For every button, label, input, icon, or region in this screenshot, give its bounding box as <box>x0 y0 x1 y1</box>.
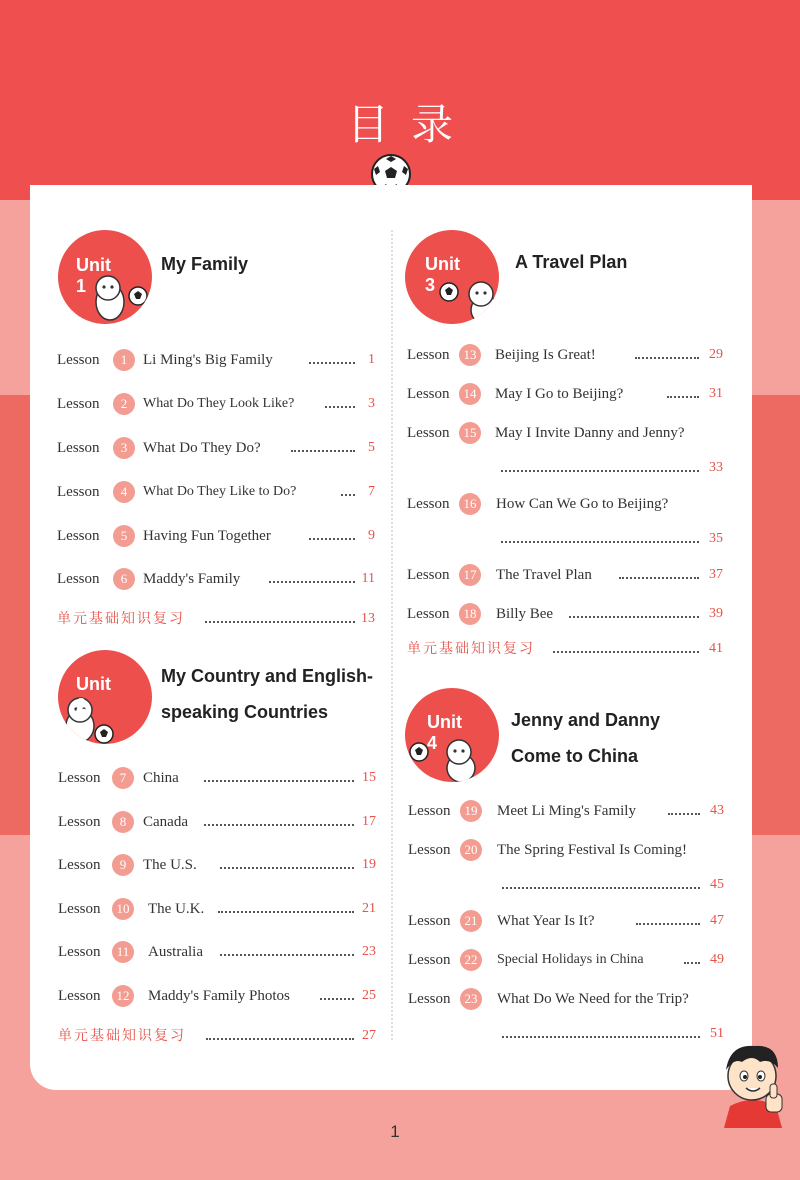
lesson-title: The U.K. <box>148 901 205 917</box>
review-row[interactable] <box>407 637 727 661</box>
leader-dots <box>204 780 354 782</box>
lesson-number-badge: 15 <box>459 422 481 444</box>
unit-1-title: My Family <box>161 254 249 274</box>
lesson-number-badge: 17 <box>459 564 481 586</box>
lesson-number-badge: 18 <box>459 603 481 625</box>
leader-dots <box>269 581 355 583</box>
unit-3-label: Unit 3 <box>425 254 460 295</box>
lesson-title: Li Ming's Big Family <box>143 352 273 368</box>
unit-3-title: A Travel Plan <box>515 252 628 272</box>
lesson-page: 17 <box>362 814 376 829</box>
lesson-title: Maddy's Family <box>143 571 241 587</box>
review-row[interactable] <box>57 607 377 631</box>
lesson-number-badge: 13 <box>459 344 481 366</box>
leader-dots <box>502 887 700 889</box>
lesson-row[interactable]: Lesson 9 The U.S. 19 <box>58 853 378 877</box>
lesson-title: What Do They Do? <box>143 440 261 456</box>
lesson-page: 37 <box>709 567 723 582</box>
lesson-number-badge: 7 <box>112 767 134 789</box>
lesson-row[interactable]: Lesson 23 What Do We Need for the Trip? <box>408 987 728 1011</box>
review-page: 27 <box>362 1028 376 1043</box>
lesson-page: 49 <box>710 952 724 967</box>
lesson-page: 29 <box>709 347 723 362</box>
lesson-page: 47 <box>710 913 724 928</box>
lesson-page: 33 <box>709 460 723 475</box>
lesson-row[interactable]: Lesson 6 Maddy's Family 11 <box>57 567 377 591</box>
lesson-page: 5 <box>368 440 375 455</box>
leader-dots <box>553 651 699 653</box>
leader-dots <box>206 1038 354 1040</box>
leader-dots <box>204 824 354 826</box>
lesson-number-badge: 19 <box>460 800 482 822</box>
lesson-page: 25 <box>362 988 376 1003</box>
lesson-title: May I Invite Danny and Jenny? <box>495 425 685 441</box>
unit-1-label: Unit 1 <box>76 255 111 296</box>
lesson-title: The Travel Plan <box>496 567 592 583</box>
lesson-row[interactable]: Lesson 22 Special Holidays in China 49 <box>408 948 728 972</box>
lesson-number-badge: 3 <box>113 437 135 459</box>
lesson-row[interactable]: Lesson 13 Beijing Is Great! 29 <box>407 343 727 367</box>
lesson-row[interactable]: Lesson 3 What Do They Do? 5 <box>57 436 377 460</box>
lesson-row[interactable]: Lesson 20 The Spring Festival Is Coming! <box>408 838 728 862</box>
lesson-title: How Can We Go to Beijing? <box>496 496 669 512</box>
leader-dots <box>220 954 354 956</box>
lesson-page: 7 <box>368 484 375 499</box>
lesson-title: What Do We Need for the Trip? <box>497 991 689 1007</box>
left-stripe <box>0 395 30 835</box>
lesson-page: 39 <box>709 606 723 621</box>
lesson-number-badge: 1 <box>113 349 135 371</box>
lesson-row[interactable]: Lesson 17 The Travel Plan 37 <box>407 563 727 587</box>
lesson-row[interactable]: Lesson 14 May I Go to Beijing? 31 <box>407 382 727 406</box>
lesson-row[interactable]: Lesson 18 Billy Bee 39 <box>407 602 727 626</box>
lesson-row[interactable]: Lesson 5 Having Fun Together 9 <box>57 524 377 548</box>
lesson-number-badge: 4 <box>113 481 135 503</box>
review-row[interactable] <box>58 1024 378 1048</box>
lesson-title: The U.S. <box>143 857 197 873</box>
lesson-page-row <box>407 456 727 480</box>
leader-dots <box>619 577 699 579</box>
lesson-number-badge: 14 <box>459 383 481 405</box>
lesson-row[interactable]: Lesson 16 How Can We Go to Beijing? <box>407 492 727 516</box>
lesson-row[interactable]: Lesson 2 What Do They Look Like? 3 <box>57 392 377 416</box>
lesson-row[interactable]: Lesson 21 What Year Is It? 47 <box>408 909 728 933</box>
lesson-row[interactable]: Lesson 8 Canada 17 <box>58 810 378 834</box>
lesson-row[interactable]: Lesson 11 Australia 23 <box>58 940 378 964</box>
lesson-page: 15 <box>362 770 376 785</box>
review-label: 单元基础知识复习 <box>58 1028 186 1044</box>
lesson-title: Billy Bee <box>496 606 554 622</box>
review-label: 单元基础知识复习 <box>57 611 185 627</box>
review-page: 41 <box>709 641 723 656</box>
lesson-title: What Do They Look Like? <box>143 396 295 411</box>
leader-dots <box>501 470 699 472</box>
lesson-row[interactable]: Lesson 10 The U.K. 21 <box>58 897 378 921</box>
lesson-number-badge: 8 <box>112 811 134 833</box>
lesson-row[interactable]: Lesson 7 China 15 <box>58 766 378 790</box>
lesson-number-badge: 10 <box>112 898 134 920</box>
lesson-number-badge: 21 <box>460 910 482 932</box>
lesson-title: Special Holidays in China <box>497 952 644 967</box>
lesson-page: 23 <box>362 944 376 959</box>
lesson-title: What Year Is It? <box>497 913 595 929</box>
lesson-title: What Do They Like to Do? <box>143 484 297 499</box>
lesson-title: Meet Li Ming's Family <box>497 803 636 819</box>
lesson-number-badge: 20 <box>460 839 482 861</box>
page-title: 目录 <box>346 100 475 149</box>
lesson-page: 43 <box>710 803 724 818</box>
lesson-page: 11 <box>361 571 375 586</box>
lesson-row[interactable]: Lesson 1 Li Ming's Big Family 1 <box>57 348 377 372</box>
lesson-row[interactable]: Lesson 4 What Do They Like to Do? 7 <box>57 480 377 504</box>
lesson-page: 9 <box>368 528 375 543</box>
column-divider <box>391 230 393 1040</box>
lesson-page-row <box>407 527 727 551</box>
lesson-title: China <box>143 770 179 786</box>
lesson-row[interactable]: Lesson 15 May I Invite Danny and Jenny? <box>407 421 727 445</box>
leader-dots <box>635 357 699 359</box>
lesson-number-badge: 22 <box>460 949 482 971</box>
boy-thumbs-up-icon <box>712 1028 794 1128</box>
lesson-number-badge: 12 <box>112 985 134 1007</box>
lesson-page-row <box>408 873 728 897</box>
lesson-title: Canada <box>143 814 188 830</box>
lesson-title: Beijing Is Great! <box>495 347 596 363</box>
lesson-number-badge: 5 <box>113 525 135 547</box>
leader-dots <box>569 616 699 618</box>
lesson-title: Having Fun Together <box>143 528 271 544</box>
lesson-row[interactable]: Lesson 19 Meet Li Ming's Family 43 <box>408 799 728 823</box>
unit-4-title: Jenny and Danny Come to China <box>511 710 661 766</box>
lesson-number-badge: 23 <box>460 988 482 1010</box>
leader-dots <box>220 867 354 869</box>
lesson-page: 3 <box>368 396 375 411</box>
review-page: 13 <box>361 611 375 626</box>
lesson-page: 45 <box>710 877 724 892</box>
lesson-title: May I Go to Beijing? <box>495 386 624 402</box>
leader-dots <box>218 911 354 913</box>
lesson-number-badge: 11 <box>112 941 134 963</box>
right-stripe <box>752 395 800 835</box>
page-number: 1 <box>390 1122 400 1141</box>
leader-dots <box>636 923 700 925</box>
lesson-number-badge: 6 <box>113 568 135 590</box>
lesson-page: 19 <box>362 857 376 872</box>
leader-dots <box>291 450 355 452</box>
unit-4-label: Unit 4 <box>427 712 462 753</box>
lesson-number-badge: 16 <box>459 493 481 515</box>
lesson-row[interactable]: Lesson 12 Maddy's Family Photos 25 <box>58 984 378 1008</box>
lesson-page: 35 <box>709 531 723 546</box>
lesson-title: Australia <box>148 944 203 960</box>
leader-dots <box>205 621 355 623</box>
leader-dots <box>501 541 699 543</box>
lesson-number-badge: 9 <box>112 854 134 876</box>
lesson-title: The Spring Festival Is Coming! <box>497 842 687 858</box>
review-label: 单元基础知识复习 <box>407 641 535 657</box>
unit-2-label: Unit 2 <box>76 674 111 715</box>
lesson-title: Maddy's Family Photos <box>148 988 290 1004</box>
lesson-page-row <box>408 1022 728 1046</box>
lesson-page: 1 <box>368 352 375 367</box>
lesson-page: 31 <box>709 386 723 401</box>
unit-2-title: My Country and English- speaking Countries <box>161 666 374 722</box>
lesson-page: 51 <box>710 1026 724 1041</box>
lesson-number-badge: 2 <box>113 393 135 415</box>
lesson-page: 21 <box>362 901 376 916</box>
leader-dots <box>502 1036 700 1038</box>
